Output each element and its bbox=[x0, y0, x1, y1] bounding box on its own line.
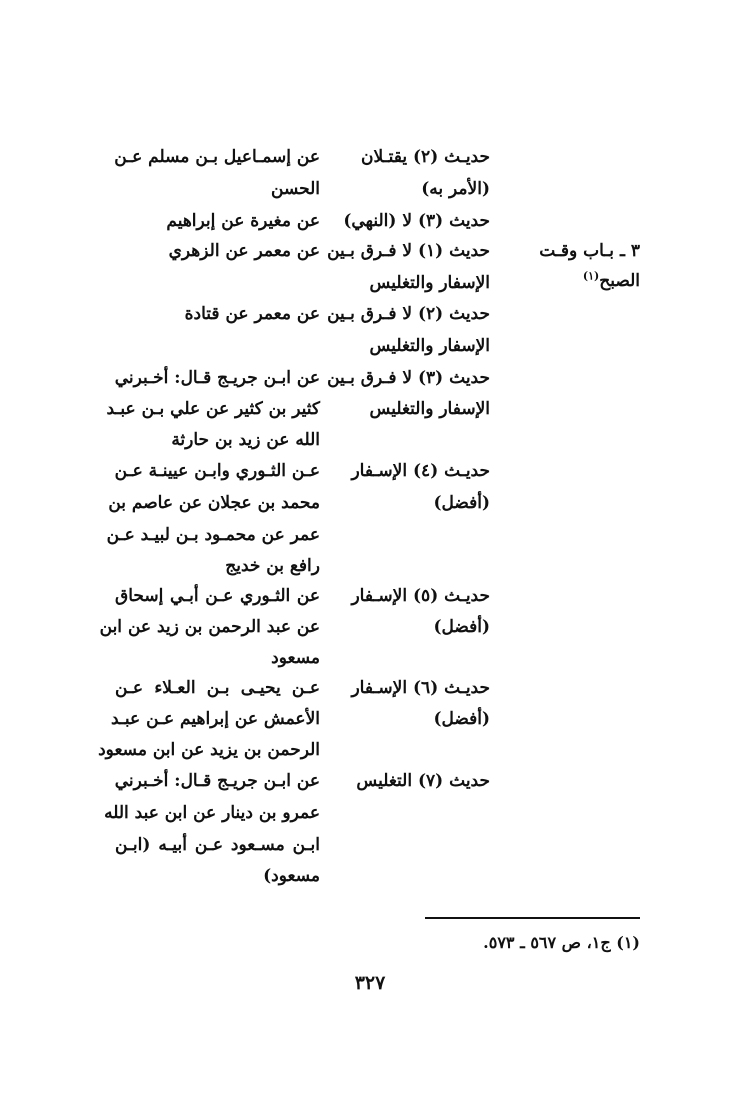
chain-text: كثير بن كثير عن علي بـن عبـد bbox=[106, 399, 320, 419]
hadith-title: حديـث (٢) يقتـلان bbox=[361, 147, 490, 167]
hadith-title: الإسفار والتغليس bbox=[369, 273, 490, 293]
chapter-heading-line-2 bbox=[500, 270, 640, 292]
chain-text: عـن يحيـى بـن العـلاء عـن bbox=[115, 678, 320, 698]
chain-text: الرحمن بن يزيد عن ابن مسعود bbox=[98, 740, 320, 760]
hadith-title: الإسفار والتغليس bbox=[369, 399, 490, 419]
chain-text: مسعود bbox=[271, 648, 320, 668]
chain-text: عن ابـن جريـج قـال: أخـبرني bbox=[114, 771, 320, 791]
hadith-title: حديث (٧) التغليس bbox=[356, 771, 490, 791]
chain-text: عمرو بن دينار عن ابن عبد الله bbox=[104, 803, 320, 823]
chain-text: ابـن مسـعود عـن أبيـه (ابـن bbox=[115, 835, 320, 855]
chapter-number-title: ٣ ـ بـاب وقـت bbox=[539, 241, 640, 261]
chain-text: عمر عن محمـود بـن لبيـد عـن bbox=[106, 525, 320, 545]
hadith-title: حديـث (٦) الإسـفار bbox=[351, 678, 490, 698]
hadith-title: الإسفار والتغليس bbox=[369, 336, 490, 356]
footnote-text: (١) ج١، ص ٥٦٧ ـ ٥٧٣. bbox=[483, 933, 640, 952]
chain-text: عن الثـوري عـن أبـي إسحاق bbox=[115, 586, 320, 606]
hadith-title: حديث (٣) لا (النهي) bbox=[343, 211, 490, 231]
chain-text: محمد بن عجلان عن عاصم بن bbox=[108, 493, 320, 513]
chain-text: عن معمر عن قتادة bbox=[184, 304, 320, 324]
chain-text: مسعود) bbox=[263, 866, 320, 886]
chain-text: عن مغيرة عن إبراهيم bbox=[166, 211, 320, 231]
chain-text: عـن الثـوري وابـن عيينـة عـن bbox=[114, 461, 320, 481]
footnote-divider bbox=[425, 917, 640, 919]
hadith-title: حديث (٢) لا فـرق بـين bbox=[327, 304, 490, 324]
hadith-title: حديث (٣) لا فـرق بـين bbox=[327, 368, 490, 388]
hadith-title: حديـث (٥) الإسـفار bbox=[351, 586, 490, 606]
chain-text: عن معمر عن الزهري bbox=[168, 241, 320, 261]
hadith-title: حديـث (٤) الإسـفار bbox=[351, 461, 490, 481]
chapter-heading-line-1 bbox=[500, 240, 640, 262]
hadith-title: حديث (١) لا فـرق بـين bbox=[327, 241, 490, 261]
hadith-title: (أفضل) bbox=[433, 617, 490, 637]
chain-text: عن إسمـاعيل بـن مسلم عـن bbox=[114, 147, 320, 167]
chain-text: رافع بن خديج bbox=[225, 556, 320, 576]
chain-text: الحسن bbox=[271, 179, 320, 199]
chapter-title-continued: الصبح bbox=[599, 271, 640, 291]
footnote-marker: (١) bbox=[582, 269, 600, 283]
hadith-title: (أفضل) bbox=[433, 493, 490, 513]
chain-text: الله عن زيد بن حارثة bbox=[171, 430, 320, 450]
chain-text: عن عبد الرحمن بن زيد عن ابن bbox=[99, 617, 320, 637]
chain-text: الأعمش عن إبراهيم عـن عبـد bbox=[110, 709, 320, 729]
hadith-title: (أفضل) bbox=[433, 709, 490, 729]
page-number: ٣٢٧ bbox=[354, 972, 386, 994]
chain-text: عن ابـن جريـج قـال: أخـبرني bbox=[114, 368, 320, 388]
hadith-title: (الأمر به) bbox=[421, 179, 490, 199]
